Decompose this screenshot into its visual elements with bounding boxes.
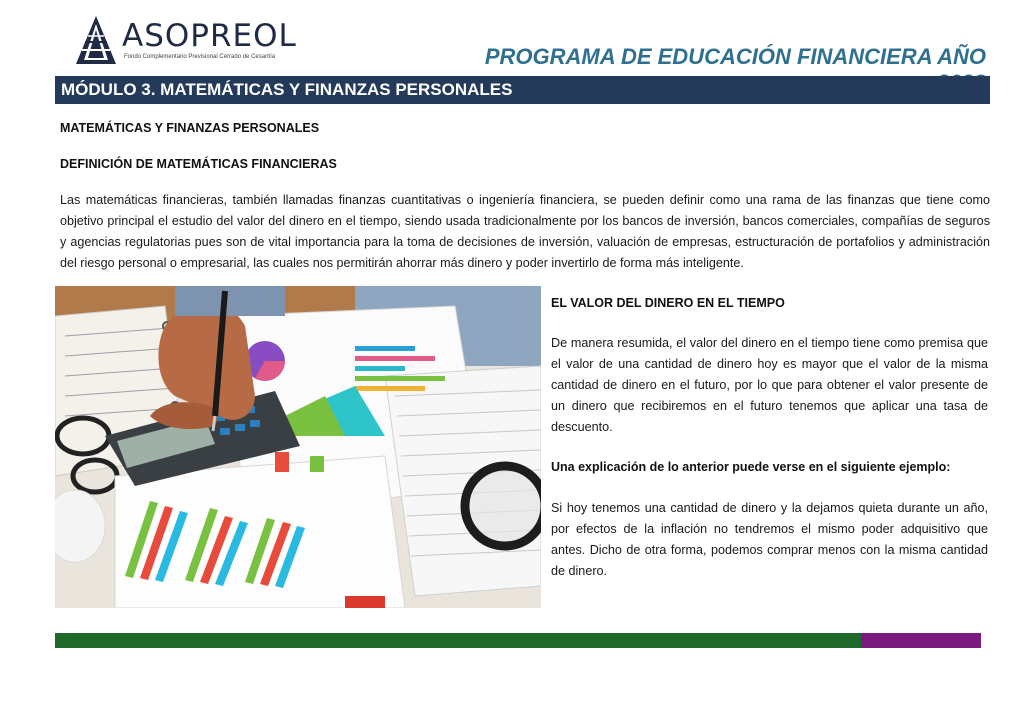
footer-purple-bar [861,633,981,648]
program-title: PROGRAMA DE EDUCACIÓN FINANCIERA AÑO [440,44,986,99]
definition-heading: DEFINICIÓN DE MATEMÁTICAS FINANCIERAS [60,157,337,171]
logo-subtitle: Fondo Complementario Previsional Cerrado de Cesantía [124,54,276,60]
photo-illustration [55,286,541,608]
module-title: MÓDULO 3. MATEMÁTICAS Y FINANZAS PERSONALES [61,80,513,99]
financial-charts-photo [55,286,541,608]
module-header-bar [55,76,990,104]
time-value-heading: EL VALOR DEL DINERO EN EL TIEMPO [551,296,785,310]
example-heading: Una explicación de lo anterior puede verse en el siguiente ejemplo: [551,460,951,474]
example-paragraph: Si hoy tenemos una cantidad de dinero y la dejamos quieta durante un año, por efectos de la inflación no tendremos el mismo poder adquisitivo que antes. Dicho de otra forma, podemos comprar menos con la misma cantidad de dinero. [551,501,988,578]
footer-green-bar [55,633,861,648]
section-subtitle: MATEMÁTICAS Y FINANZAS PERSONALES [60,121,320,135]
time-value-paragraph: De manera resumida, el valor del dinero en el tiempo tiene como premisa que el valor de una cantidad de dinero hoy es mayor que el valor de la misma cantidad de dinero en el futuro, por lo que para obtener el valor presente de un dinero que recibiremos en el futuro tenemos que aplicar una tasa de descuento. [551,336,988,434]
tower-logo-icon [72,14,120,66]
definition-paragraph: Las matemáticas financieras, también llamadas finanzas cuantitativas o ingeniería financiera, se pueden definir como una rama de las finanzas que tiene como objetivo principal el estudio del valor del dinero en el tiempo, siendo usada tradicionalmente por los bancos de inversión, bancos comerciales, compañías de seguros y agencias regulatorias pues son de vital importancia para la toma de decisiones de inversión, valuación de empresas, estructuración de portafolios y administración del riesgo personal o empresarial, las cuales nos permitirán ahorrar más dinero y poder invertirlo de forma más inteligente. [60,193,990,270]
asopreol-logo [72,14,297,70]
logo-name: ASOPREOL [122,18,297,54]
